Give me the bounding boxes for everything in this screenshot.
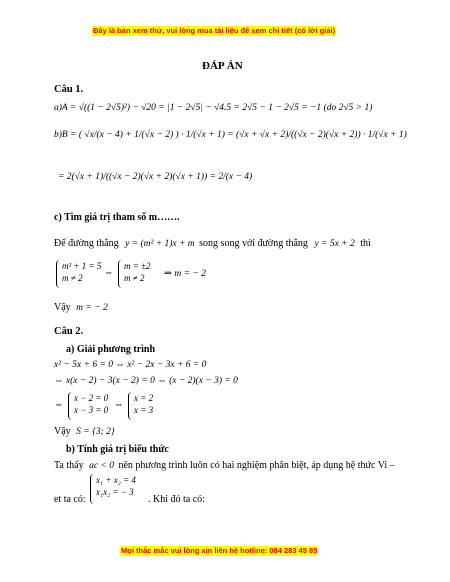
cau1-c-line1 xyxy=(54,238,371,249)
cau2-conclusion-pre: Vậy xyxy=(54,426,71,437)
cau1-a-label: a) xyxy=(54,103,62,113)
cau2-b-line-pre: Ta thấy xyxy=(54,460,84,471)
c-line1-pre: Để đường thẳng xyxy=(54,238,119,249)
cau2-conclusion-eq: S = {3; 2} xyxy=(76,427,115,437)
viet-post: . Khi đó ta có: xyxy=(148,494,205,505)
cau1-c-heading: c) Tìm giá trị tham số m……. xyxy=(54,212,180,223)
c-sys2-row2: m ≠ 2 xyxy=(124,273,145,283)
viet-system xyxy=(96,474,136,498)
c-conclusion-eq: m = − 2 xyxy=(76,303,108,313)
viet-row2: x₁x₂ = − 3 xyxy=(96,487,134,497)
footer-banner: Mọi thắc mắc vui lòng xin liên hệ hotline: 084 283 45 85 xyxy=(121,546,318,555)
cau1-b-expr: B = ( √x/(x − 4) + 1/(√x − 2) ) · 1/(√x + 1) = (√x + √x + 2)/((√x − 2)(√x + 2)) · 1/(√x + 1) xyxy=(61,130,407,140)
c-conclusion-pre: Vậy xyxy=(54,302,71,313)
c-sys1-row1: m² + 1 = 5 xyxy=(62,261,102,271)
cau2-a-heading: a) Giải phương trình xyxy=(66,344,156,355)
cau2-sys2-row2: x = 3 xyxy=(134,405,154,415)
c-sys1-row2: m ≠ 2 xyxy=(62,273,83,283)
cau2-b-line xyxy=(54,460,395,471)
cau2-conclusion xyxy=(54,426,115,437)
cau2-b-line-eq: ac < 0 xyxy=(89,461,114,471)
c-line1-eq1: y = (m² + 1)x + m xyxy=(125,239,195,249)
c-sys2-row1: m = ±2 xyxy=(124,261,151,271)
cau1-a-expr: A = √((1 − 2√5)²) − √20 = |1 − 2√5| − √4.5 = 2√5 − 1 − 2√5 = −1 (do 2√5 > 1) xyxy=(61,103,373,113)
cau1-b-result: = 2(√x + 1)/((√x − 2)(√x + 2)(√x + 1)) = 2/(x − 4) xyxy=(58,172,253,182)
cau2-b-heading: b) Tính giá trị biểu thức xyxy=(66,444,169,455)
cau2-b-line-post: nên phương trình luôn có hai nghiệm phân biệt, áp dụng hệ thức Vi – xyxy=(118,460,395,471)
page-title: ĐÁP ÁN xyxy=(202,60,243,72)
cau2-equiv-1: ⇔ xyxy=(54,400,64,410)
c-implies: ⇒ m = − 2 xyxy=(164,269,206,279)
c-line1-eq2: y = 5x + 2 xyxy=(314,239,355,249)
cau2-equiv-2: ⇔ xyxy=(114,400,124,410)
cau2-line1: x² − 5x + 6 = 0 ⇔ x² − 2x − 3x + 6 = 0 xyxy=(54,360,207,370)
c-sys2 xyxy=(124,260,151,284)
cau2-sys2-brace xyxy=(128,392,133,420)
cau1-b-expression xyxy=(54,130,407,140)
viet-pre: et ta có: xyxy=(54,494,86,505)
c-equiv-symbol: ⇔ xyxy=(104,268,114,278)
cau2-sys2-row1: x = 2 xyxy=(134,393,154,403)
cau2-line2: ⇔ x(x − 2) − 3(x − 2) = 0 ⇔ (x − 2)(x − 3) = 0 xyxy=(54,376,238,386)
viet-brace xyxy=(90,474,95,504)
cau1-b-label: b) xyxy=(54,130,62,140)
cau1-heading: Câu 1. xyxy=(54,84,84,95)
c-line1-post: thì xyxy=(360,238,371,249)
c-sys1-brace xyxy=(56,260,61,288)
c-sys1 xyxy=(62,260,101,284)
cau1-a-expression xyxy=(54,103,372,113)
c-sys2-brace xyxy=(118,260,123,288)
cau2-heading: Câu 2. xyxy=(54,326,84,337)
c-line1-mid: song song với đường thẳng xyxy=(199,238,308,249)
header-banner: Đây là bản xem thử, vui lòng mua tài liệu để xem chi tiết (có lời giải) xyxy=(93,26,336,35)
cau2-sys1-row1: x − 2 = 0 xyxy=(74,393,109,403)
cau2-sys1-brace xyxy=(68,392,73,420)
cau1-c-conclusion xyxy=(54,302,108,313)
cau2-sys1-row2: x − 3 = 0 xyxy=(74,405,109,415)
cau2-sys1 xyxy=(74,392,108,416)
cau2-sys2 xyxy=(134,392,153,416)
viet-row1: x₁ + x₂ = 4 xyxy=(96,475,136,485)
